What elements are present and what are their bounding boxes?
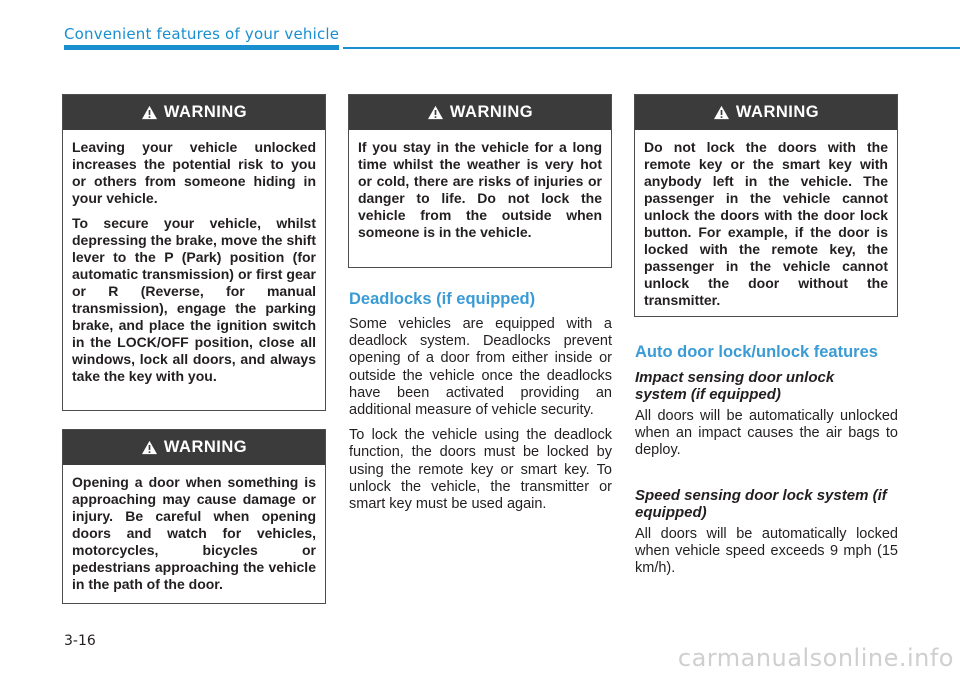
watermark: carmanualsonline.info bbox=[677, 644, 954, 672]
warning-label: WARNING bbox=[449, 103, 534, 121]
warning-box-opening-door bbox=[62, 429, 326, 604]
subsection-title-impact: Impact sensing door unlock system (if equipped) bbox=[635, 369, 835, 403]
warning-header bbox=[63, 430, 325, 465]
header-rule bbox=[343, 47, 960, 49]
warning-paragraph: Do not lock the doors with the remote key or the smart key with anybody left in the vehicle. The passenger in the vehicle cannot unlock the doors with the door lock button. For example, if the door is locked with the remote key, the passenger in the vehicle cannot unlock the door without the transmitter. bbox=[644, 139, 888, 308]
warning-paragraph: To secure your vehicle, whilst depressing the brake, move the shift lever to the P (Park) position (for automatic transmission) or first gear or R (Reverse, for manual transmission), engage the parking brake, and place the ignition switch in the LOCK/OFF position, close all windows, lock all doors, and always take the key with you. bbox=[72, 215, 316, 384]
body-paragraph: Some vehicles are equipped with a deadlock system. Deadlocks prevent opening of a door from either inside or outside the vehicle once the deadlocks have been activated providing an additional measure of vehicle security. bbox=[349, 316, 612, 419]
warning-triangle-icon bbox=[713, 105, 730, 120]
body-paragraph: To lock the vehicle using the deadlock function, the doors must be locked by using the remote key or smart key. To unlock the vehicle, the transmitter or smart key must be used again. bbox=[349, 427, 612, 513]
section-title-deadlocks: Deadlocks (if equipped) bbox=[349, 290, 536, 308]
warning-label: WARNING bbox=[735, 103, 820, 121]
warning-box-hot-cold-weather bbox=[348, 94, 612, 268]
warning-paragraph: If you stay in the vehicle for a long time whilst the weather is very hot or cold, there are risks of injuries or danger to life. Do not lock the vehicle from the outside when someone is in the vehicle. bbox=[358, 139, 602, 240]
warning-box-unlocked-vehicle bbox=[62, 94, 326, 411]
warning-body bbox=[635, 130, 897, 317]
warning-triangle-icon bbox=[141, 440, 158, 455]
warning-paragraph: Leaving your vehicle unlocked increases the potential risk to you or others from someone hiding in your vehicle. bbox=[72, 139, 316, 206]
subsection-title-speed: Speed sensing door lock system (if equipped) bbox=[635, 487, 887, 521]
warning-label: WARNING bbox=[163, 438, 248, 456]
body-paragraph: All doors will be automatically locked when vehicle speed exceeds 9 mph (15 km/h). bbox=[635, 526, 898, 577]
warning-label: WARNING bbox=[163, 103, 248, 121]
deadlocks-body bbox=[349, 316, 612, 521]
warning-body bbox=[63, 465, 325, 601]
speed-body bbox=[635, 526, 898, 586]
warning-header bbox=[635, 95, 897, 130]
impact-body bbox=[635, 408, 898, 468]
warning-box-locking-with-passenger bbox=[634, 94, 898, 317]
section-title-auto-door: Auto door lock/unlock features bbox=[635, 343, 878, 361]
header-accent-bar bbox=[64, 45, 339, 50]
warning-paragraph: Opening a door when something is approaching may cause damage or injury. Be careful when opening doors and watch for vehicles, motorcycles, bicycles or pedestrians approaching the vehicle in the path of the door. bbox=[72, 474, 316, 592]
warning-body bbox=[63, 130, 325, 393]
warning-body bbox=[349, 130, 611, 249]
page-number: 3-16 bbox=[64, 633, 96, 649]
warning-triangle-icon bbox=[141, 105, 158, 120]
warning-triangle-icon bbox=[427, 105, 444, 120]
warning-header bbox=[63, 95, 325, 130]
warning-header bbox=[349, 95, 611, 130]
page-header-title: Convenient features of your vehicle bbox=[64, 25, 340, 43]
body-paragraph: All doors will be automatically unlocked when an impact causes the air bags to deploy. bbox=[635, 408, 898, 459]
